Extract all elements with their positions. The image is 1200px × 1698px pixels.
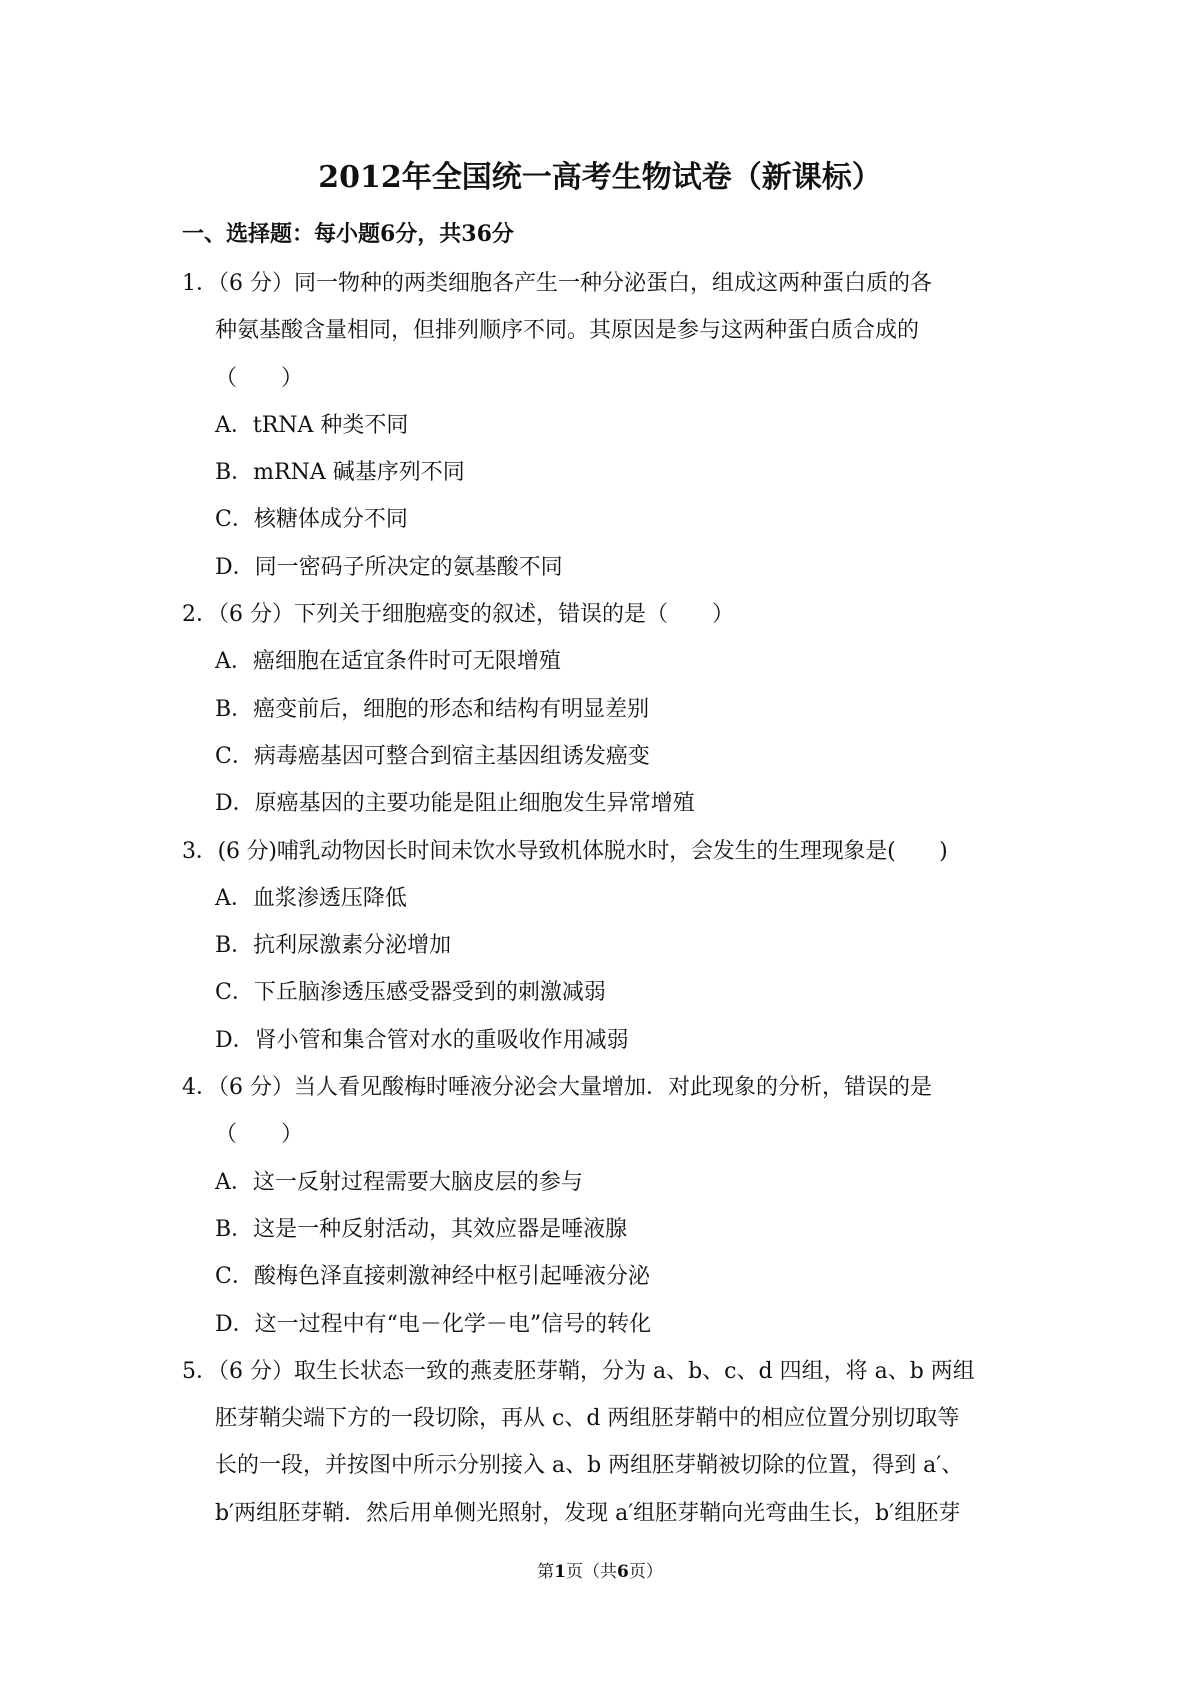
footer-prefix: 第 (537, 1562, 555, 1582)
question-3-option-d: D．肾小管和集合管对水的重吸收作用减弱 (215, 1027, 629, 1053)
question-2 (182, 591, 1030, 827)
question-4-option-b: B．这是一种反射活动，其效应器是唾液腺 (215, 1216, 628, 1242)
question-2-stem-line-1: 2．（6 分）下列关于细胞癌变的叙述，错误的是（ ） (182, 602, 734, 628)
question-4-option-c: C．酸梅色泽直接刺激神经中枢引起唾液分泌 (215, 1264, 650, 1290)
footer-total-pages: 6 (617, 1562, 629, 1582)
question-4 (182, 1064, 1030, 1348)
question-1-stem-line-3: （ ） (215, 365, 304, 391)
exam-title: 2012年全国统一高考生物试卷（新课标） (318, 160, 882, 195)
question-1-option-b: B．mRNA 碱基序列不同 (215, 460, 465, 486)
question-4-stem-line-2: （ ） (215, 1122, 304, 1148)
question-5-stem-line-3: 长的一段，并按图中所示分别接入 a、b 两组胚芽鞘被切除的位置，得到 a′、 (215, 1453, 964, 1479)
question-2-option-a: A．癌细胞在适宜条件时可无限增殖 (215, 649, 561, 675)
question-5 (182, 1348, 1030, 1537)
question-3-option-b: B．抗利尿激素分泌增加 (215, 933, 452, 959)
footer-middle: 页（共 (566, 1562, 617, 1582)
question-4-option-d: D．这一过程中有“电－化学－电”信号的转化 (215, 1311, 652, 1337)
question-3 (182, 828, 1030, 1064)
page-footer (0, 1560, 1200, 1584)
question-1-option-d: D．同一密码子所决定的氨基酸不同 (215, 554, 563, 580)
question-5-stem-line-2: 胚芽鞘尖端下方的一段切除，再从 c、d 两组胚芽鞘中的相应位置分别切取等 (215, 1406, 960, 1432)
question-1-stem-line-1: 1．（6 分）同一物种的两类细胞各产生一种分泌蛋白，组成这两种蛋白质的各 (182, 271, 932, 296)
question-5-stem-line-4: b′两组胚芽鞘．然后用单侧光照射，发现 a′组胚芽鞘向光弯曲生长，b′组胚芽 (215, 1500, 961, 1526)
footer-page-number: 1 (554, 1562, 566, 1582)
question-2-option-b: B．癌变前后，细胞的形态和结构有明显差别 (215, 696, 650, 722)
question-5-stem-line-1: 5．（6 分）取生长状态一致的燕麦胚芽鞘，分为 a、b、c、d 四组，将 a、b 两组 (182, 1358, 975, 1384)
question-1 (182, 260, 1030, 591)
question-list (182, 260, 1030, 1537)
question-1-option-c: C．核糖体成分不同 (215, 507, 408, 533)
footer-suffix: 页） (628, 1562, 663, 1582)
question-3-option-a: A．血浆渗透压降低 (215, 885, 407, 911)
question-4-option-a: A．这一反射过程需要大脑皮层的参与 (215, 1169, 583, 1195)
section-heading: 一、选择题：每小题6分，共36分 (182, 221, 514, 247)
question-2-option-c: C．病毒癌基因可整合到宿主基因组诱发癌变 (215, 743, 650, 769)
question-2-option-d: D．原癌基因的主要功能是阻止细胞发生异常增殖 (215, 791, 695, 817)
question-4-stem-line-1: 4．（6 分）当人看见酸梅时唾液分泌会大量增加．对此现象的分析，错误的是 (182, 1075, 932, 1101)
question-1-stem-line-2: 种氨基酸含量相同，但排列顺序不同。其原因是参与这两种蛋白质合成的 (215, 318, 920, 344)
question-1-option-a: A．tRNA 种类不同 (215, 412, 409, 438)
question-3-option-c: C．下丘脑渗透压感受器受到的刺激减弱 (215, 980, 606, 1006)
question-3-stem-line-1: 3．(6 分)哺乳动物因长时间未饮水导致机体脱水时，会发生的生理现象是( ) (182, 838, 948, 864)
